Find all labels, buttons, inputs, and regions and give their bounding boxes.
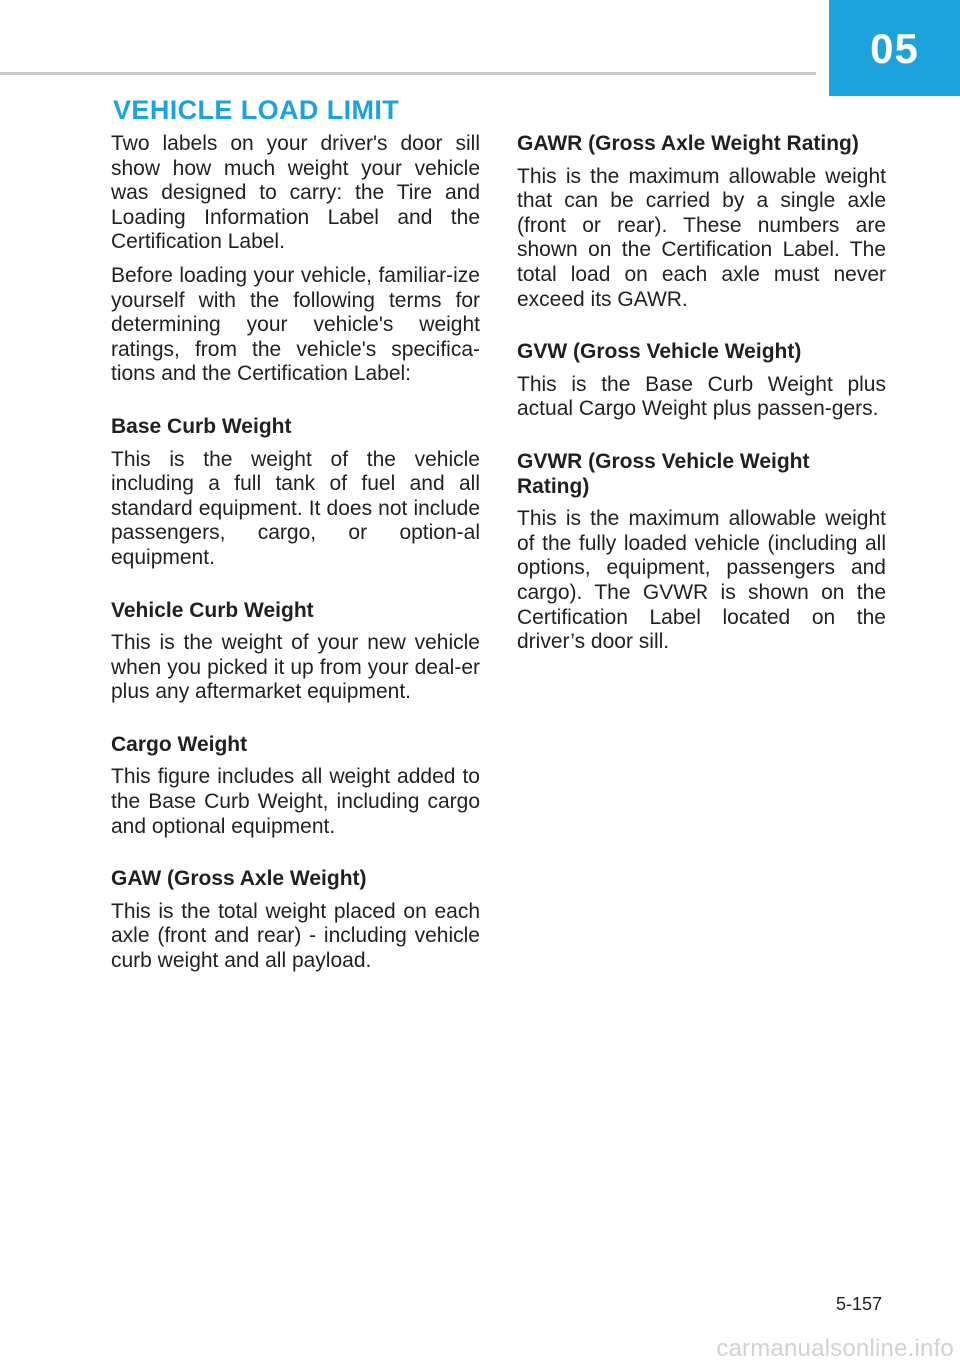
watermark: carmanualsonline.info bbox=[716, 1335, 954, 1362]
term-text-gawr: This is the maximum allowable weight that can be carried by a single axle (front or rear). These numbers are shown on the Certification Label. The total load on each axle must never exceed its GAWR. bbox=[517, 164, 886, 311]
term-text-vehicle-curb-weight: This is the weight of your new vehicle when you picked it up from your deal-er plus any aftermarket equipment. bbox=[111, 631, 480, 704]
left-column bbox=[111, 132, 480, 983]
term-heading-base-curb-weight: Base Curb Weight bbox=[111, 414, 292, 438]
term-text-base-curb-weight: This is the weight of the vehicle including a full tank of fuel and all standard equipment. It does not include passengers, cargo, or option-al equipment. bbox=[111, 447, 480, 569]
term-heading-gvw: GVW (Gross Vehicle Weight) bbox=[517, 340, 802, 364]
term-heading-vehicle-curb-weight: Vehicle Curb Weight bbox=[111, 598, 314, 622]
term-heading-gaw: GAW (Gross Axle Weight) bbox=[111, 867, 367, 891]
header-rule bbox=[0, 72, 816, 75]
term-text-gvw: This is the Base Curb Weight plus actual Cargo Weight plus passen-gers. bbox=[517, 372, 886, 421]
page-number: 5-157 bbox=[836, 1294, 883, 1314]
right-column bbox=[517, 132, 886, 664]
term-heading-gvwr: GVWR (Gross Vehicle Weight Rating) bbox=[517, 449, 810, 498]
intro-paragraph: Two labels on your driver's door sill show how much weight your vehicle was designed to carry: the Tire and Loading Information Label and the Certification Label. bbox=[111, 132, 480, 254]
term-text-cargo-weight: This figure includes all weight added to the Base Curb Weight, including cargo and optional equipment. bbox=[111, 765, 480, 838]
term-heading-gawr: GAWR (Gross Axle Weight Rating) bbox=[517, 132, 859, 155]
term-text-gvwr: This is the maximum allowable weight of the fully loaded vehicle (including all options, equipment, passengers and cargo). The GVWR is shown on the Certification Label located on the driver’s door sill. bbox=[517, 507, 886, 654]
chapter-number: 05 bbox=[870, 25, 919, 72]
term-heading-cargo-weight: Cargo Weight bbox=[111, 732, 248, 756]
intro-paragraph: Before loading your vehicle, familiar-ize yourself with the following terms for determining your vehicle's weight ratings, from the vehicle's specifica-tions and the Certification Label: bbox=[111, 263, 480, 386]
section-title: VEHICLE LOAD LIMIT bbox=[113, 95, 400, 125]
term-text-gaw: This is the total weight placed on each axle (front and rear) - including vehicle curb weight and all payload. bbox=[111, 899, 480, 973]
chapter-tab bbox=[829, 0, 960, 96]
